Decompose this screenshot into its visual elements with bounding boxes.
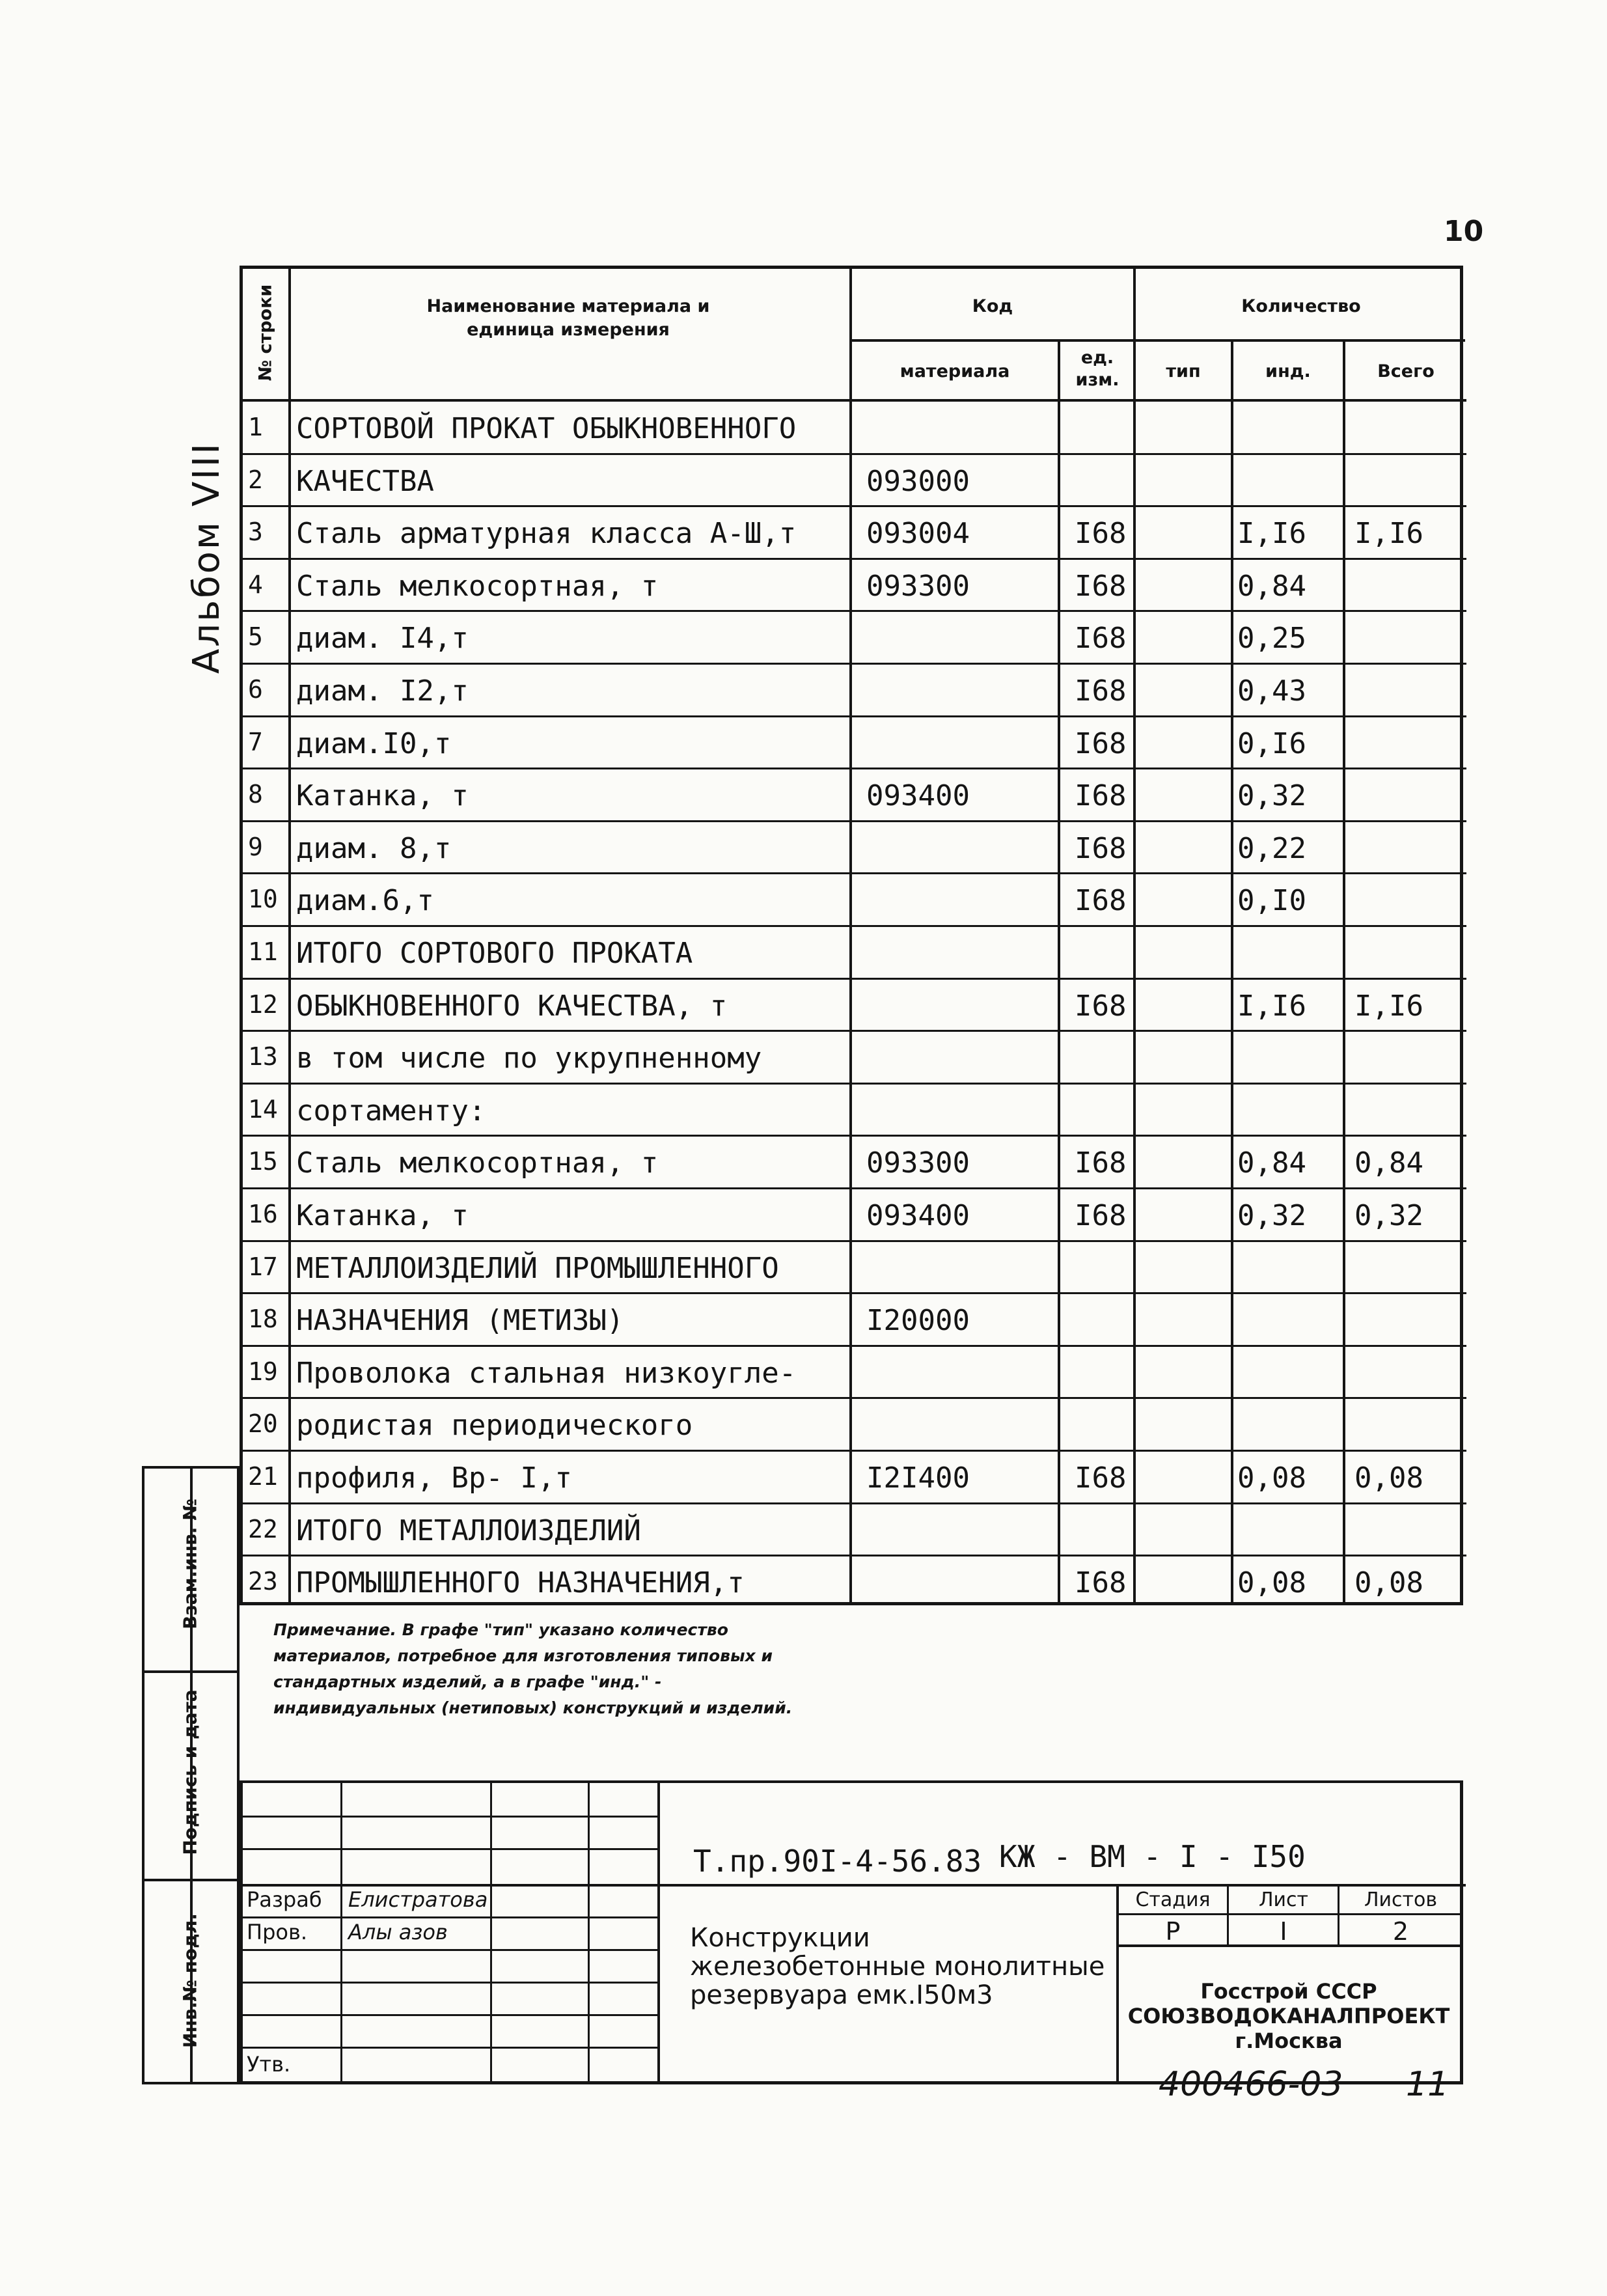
cell-n: 20	[248, 1409, 278, 1439]
header-quantity: Количество	[1241, 296, 1361, 316]
cell-total: I,I6	[1354, 517, 1423, 551]
cell-ind: 0,08	[1237, 1566, 1306, 1600]
cell-unit: I68	[1075, 1566, 1127, 1600]
cell-code: 093300	[866, 1146, 970, 1180]
row-divider	[243, 453, 1466, 455]
cell-n: 22	[248, 1514, 278, 1543]
cell-ind: 0,84	[1237, 569, 1306, 603]
cell-name: Катанка, т	[296, 779, 469, 813]
header-divider	[849, 339, 1465, 342]
cell-total: I,I6	[1354, 989, 1423, 1023]
role-checker: Пров.	[247, 1920, 307, 1944]
header-code: Код	[972, 296, 1013, 316]
side-stamp-strip	[142, 1466, 240, 2084]
row-divider	[243, 1555, 1466, 1556]
document-code: Т.пр.90I-4-56.83	[693, 1844, 982, 1879]
label-inv-podl: Инв.№ подл.	[179, 1913, 201, 2048]
cell-n: 12	[248, 989, 278, 1019]
org-line-3: г.Москва	[1235, 2028, 1343, 2053]
cell-name: СОРТОВОЙ ПРОКАТ ОБЫКНОВЕННОГО	[296, 412, 797, 445]
cell-code: 093000	[866, 464, 970, 498]
header-qty-total: Всего	[1377, 361, 1435, 381]
sheets-label: Листов	[1364, 1888, 1438, 1911]
row-divider	[243, 715, 1466, 717]
cell-unit: I68	[1075, 779, 1127, 813]
row-divider	[243, 1345, 1466, 1347]
cell-n: 2	[248, 465, 263, 494]
cell-name: ПРОМЫШЛЕННОГО НАЗНАЧЕНИЯ,т	[296, 1566, 745, 1600]
cell-n: 17	[248, 1252, 278, 1281]
cell-name: Проволока стальная низкоугле-	[296, 1356, 797, 1390]
materials-table	[240, 266, 1463, 1605]
cell-unit: I68	[1075, 674, 1127, 708]
sheets-value: 2	[1392, 1917, 1409, 1946]
cell-name: ИТОГО СОРТОВОГО ПРОКАТА	[296, 937, 693, 970]
sheet-value: I	[1280, 1917, 1287, 1946]
cell-unit: I68	[1075, 569, 1127, 603]
cell-n: 5	[248, 622, 263, 652]
cell-ind: 0,08	[1237, 1461, 1306, 1495]
cell-name: диам. I2,т	[296, 674, 469, 708]
cell-ind: 0,32	[1237, 779, 1306, 813]
row-divider	[243, 1030, 1466, 1032]
header-code-unit: ед. изм.	[1075, 348, 1119, 390]
cell-code: 093300	[866, 569, 970, 603]
cell-name: диам. 8,т	[296, 831, 452, 865]
cell-n: 4	[248, 570, 263, 599]
cell-n: 19	[248, 1357, 278, 1386]
cell-code: I2I400	[866, 1461, 970, 1495]
row-divider	[243, 1292, 1466, 1294]
cell-code: I20000	[866, 1304, 970, 1338]
cell-code: 093400	[866, 1199, 970, 1232]
row-divider	[243, 1397, 1466, 1399]
cell-name: Сталь мелкосортная, т	[296, 569, 659, 603]
cell-name: сортаменту:	[296, 1094, 486, 1127]
header-qty-ind: инд.	[1265, 361, 1311, 381]
cell-n: 13	[248, 1042, 278, 1072]
col-divider	[849, 269, 852, 1602]
cell-n: 6	[248, 675, 263, 704]
organization	[1116, 1979, 1461, 2053]
row-divider	[243, 925, 1466, 927]
cell-name: МЕТАЛЛОИЗДЕЛИЙ ПРОМЫШЛЕННОГО	[296, 1251, 779, 1285]
cell-n: 10	[248, 885, 278, 914]
cell-ind: 0,84	[1237, 1146, 1306, 1180]
cell-n: 14	[248, 1094, 278, 1124]
cell-name: ОБЫКНОВЕННОГО КАЧЕСТВА, т	[296, 989, 728, 1023]
cell-ind: 0,22	[1237, 831, 1306, 865]
cell-unit: I68	[1075, 1461, 1127, 1495]
cell-total: 0,32	[1354, 1199, 1423, 1232]
row-divider	[243, 558, 1466, 560]
name-checker: Алы азов	[348, 1920, 448, 1944]
document-mark: КЖ - ВМ - I - I50	[999, 1839, 1306, 1874]
header-qty-type: тип	[1166, 361, 1201, 381]
row-divider	[243, 1240, 1466, 1242]
cell-name: профиля, Вр- I,т	[296, 1461, 572, 1495]
cell-n: 23	[248, 1567, 278, 1596]
cell-name: диам.I0,т	[296, 726, 452, 760]
label-vzam-inv: Взам.инв. №	[179, 1499, 201, 1629]
cell-unit: I68	[1075, 989, 1127, 1023]
stage-value: Р	[1165, 1917, 1181, 1946]
row-divider	[243, 872, 1466, 874]
cell-code: 093004	[866, 517, 970, 551]
col-divider	[1133, 269, 1136, 1602]
archive-stamp: 400466-03	[1159, 2065, 1343, 2104]
cell-unit: I68	[1075, 726, 1127, 760]
cell-total: 0,84	[1354, 1146, 1423, 1180]
cell-name: ИТОГО МЕТАЛЛОИЗДЕЛИЙ	[296, 1514, 641, 1547]
row-divider	[243, 1083, 1466, 1085]
cell-code: 093400	[866, 779, 970, 813]
header-row-no: № строки	[255, 284, 276, 381]
cell-n: 7	[248, 727, 263, 756]
cell-name: КАЧЕСТВА	[296, 464, 434, 498]
album-label: Альбом VIII	[185, 441, 228, 674]
sheet-label: Лист	[1258, 1888, 1309, 1911]
header-code-material: материала	[900, 361, 1010, 381]
cell-ind: 0,32	[1237, 1199, 1306, 1232]
cell-n: 9	[248, 832, 263, 861]
row-divider	[243, 663, 1466, 665]
cell-n: 18	[248, 1305, 278, 1334]
header-name: Наименование материала и единица измерения	[426, 296, 710, 340]
cell-ind: 0,I0	[1237, 884, 1306, 918]
cell-name: диам.6,т	[296, 884, 434, 918]
cell-n: 15	[248, 1147, 278, 1176]
row-divider	[243, 1502, 1466, 1504]
cell-unit: I68	[1075, 831, 1127, 865]
cell-unit: I68	[1075, 884, 1127, 918]
cell-n: 1	[248, 413, 263, 441]
cell-n: 21	[248, 1462, 278, 1491]
col-divider	[288, 269, 291, 1602]
row-divider	[243, 1450, 1466, 1452]
cell-name: НАЗНАЧЕНИЯ (МЕТИЗЫ)	[296, 1304, 624, 1338]
document-title: Конструкции железобетонные монолитные резервуара емк.I50м3	[690, 1923, 1105, 2010]
cell-ind: I,I6	[1237, 989, 1306, 1023]
cell-name: родистая периодического	[296, 1409, 693, 1443]
label-podpis-data: Подпись и дата	[179, 1689, 201, 1855]
cell-ind: 0,I6	[1237, 726, 1306, 760]
page-number: 10	[1444, 215, 1484, 248]
cell-unit: I68	[1075, 1146, 1127, 1180]
cell-name: в том числе по укрупненному	[296, 1042, 762, 1075]
cell-n: 8	[248, 780, 263, 809]
cell-ind: 0,43	[1237, 674, 1306, 708]
cell-unit: I68	[1075, 517, 1127, 551]
cell-name: Катанка, т	[296, 1199, 469, 1232]
cell-n: 11	[248, 937, 278, 966]
archive-stamp-page: 11	[1406, 2065, 1449, 2104]
org-line-2: СОЮЗВОДОКАНАЛПРОЕКТ	[1127, 2004, 1450, 2028]
cell-unit: I68	[1075, 622, 1127, 656]
row-divider	[243, 610, 1466, 612]
cell-name: Сталь мелкосортная, т	[296, 1146, 659, 1180]
cell-total: 0,08	[1354, 1566, 1423, 1600]
stage-label: Стадия	[1135, 1888, 1211, 1911]
cell-ind: I,I6	[1237, 517, 1306, 551]
header-bottom	[243, 399, 1466, 402]
row-divider	[243, 1187, 1466, 1189]
row-divider	[243, 1135, 1466, 1137]
role-approver: Утв.	[247, 2052, 291, 2077]
row-divider	[243, 978, 1466, 980]
col-divider	[1058, 342, 1060, 1602]
row-divider	[243, 768, 1466, 769]
name-developer: Елистратова	[348, 1887, 488, 1912]
cell-name: Сталь арматурная класса А-Ш,т	[296, 517, 797, 551]
cell-n: 16	[248, 1200, 278, 1228]
row-divider	[243, 820, 1466, 822]
cell-name: диам. I4,т	[296, 622, 469, 656]
col-divider	[1231, 342, 1233, 1602]
cell-n: 3	[248, 518, 263, 547]
note-text: Примечание. В графе "тип" указано количество материалов, потребное для изготовления типовых и стандартных изделий, а в графе "инд." - индивидуальных (нетиповых) конструкций и изделий.	[273, 1620, 793, 1717]
cell-ind: 0,25	[1237, 622, 1306, 656]
col-divider	[1343, 342, 1345, 1602]
cell-unit: I68	[1075, 1199, 1127, 1232]
row-divider	[243, 505, 1466, 507]
org-line-1: Госстрой СССР	[1200, 1979, 1377, 2004]
cell-total: 0,08	[1354, 1461, 1423, 1495]
role-developer: Разраб	[247, 1887, 322, 1912]
